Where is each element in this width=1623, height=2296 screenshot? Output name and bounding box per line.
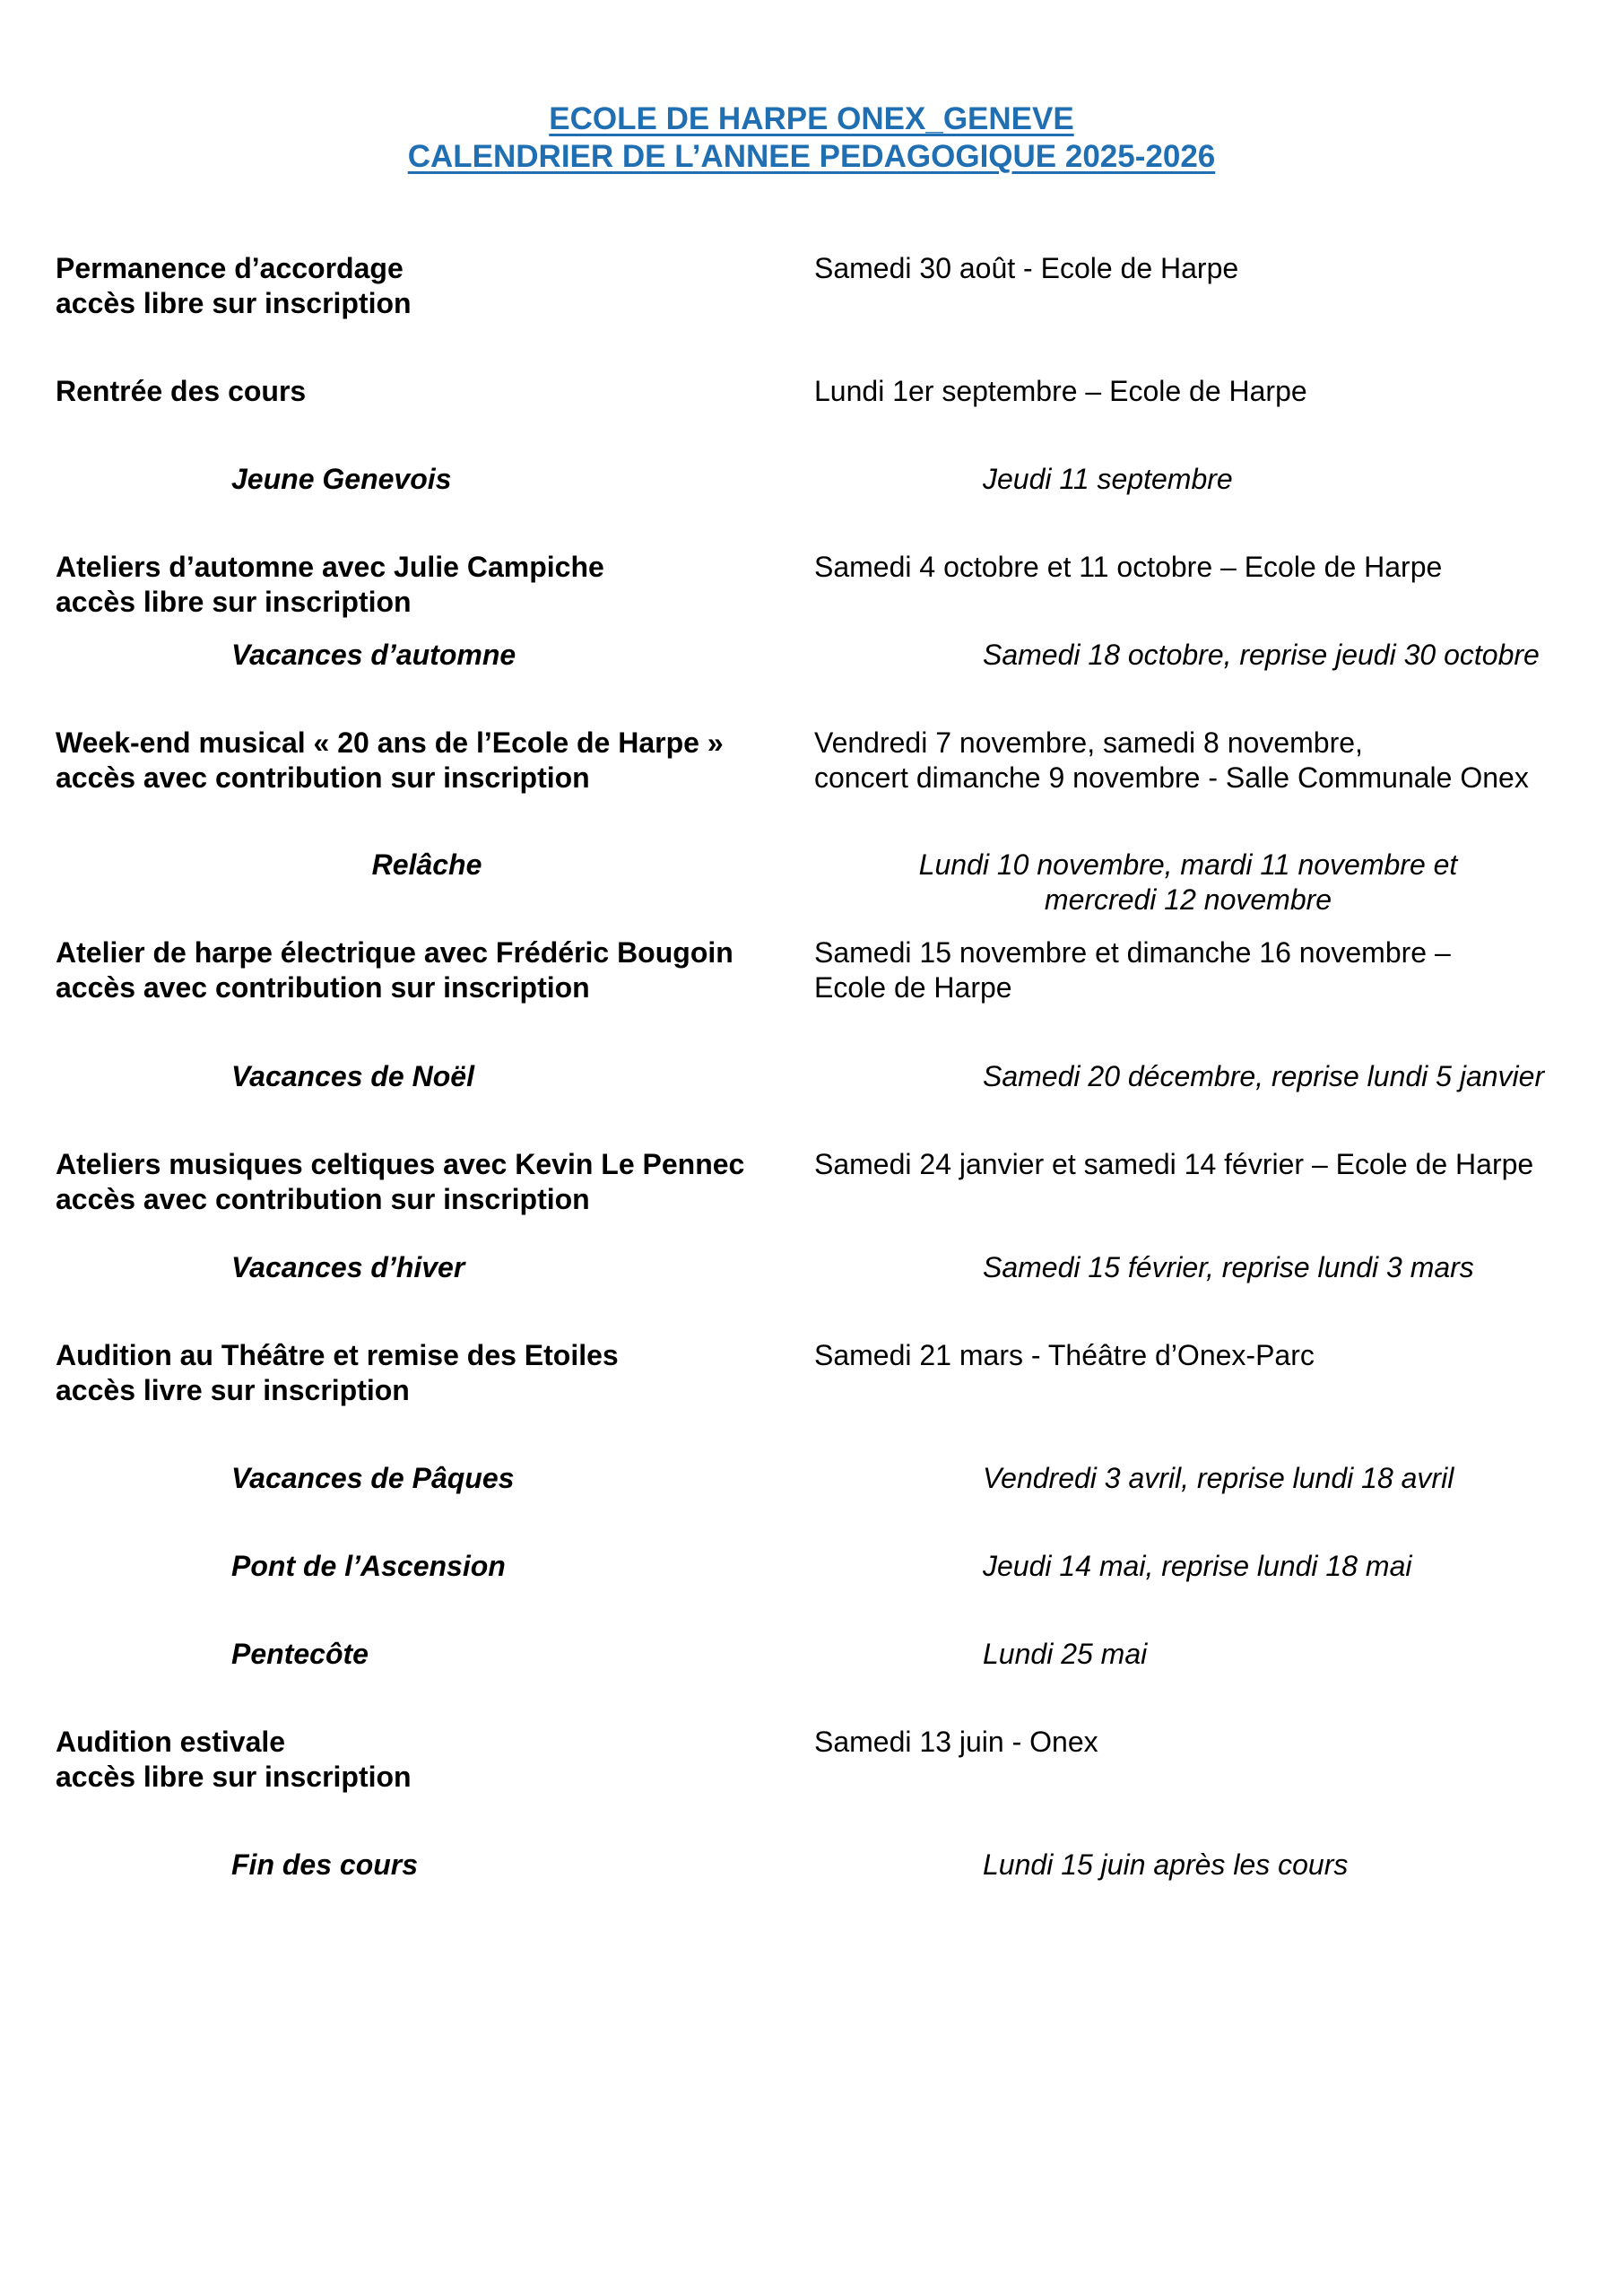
holiday-date: Samedi 20 décembre, reprise lundi 5 janvier xyxy=(983,1060,1545,1092)
document-title: ECOLE DE HARPE ONEX_GENEVE xyxy=(549,101,1074,136)
entry-date: Lundi 1er septembre – Ecole de Harpe xyxy=(814,375,1307,407)
entry-label: Ateliers d’automne avec Julie Campiche accès libre sur inscription xyxy=(56,551,604,618)
entry-date: Samedi 21 mars - Théâtre d’Onex-Parc xyxy=(814,1339,1315,1371)
document-subtitle: CALENDRIER DE L’ANNEE PEDAGOGIQUE 2025-2026 xyxy=(407,139,1216,174)
entry-date: Samedi 30 août - Ecole de Harpe xyxy=(814,252,1239,284)
holiday-date: Lundi 15 juin après les cours xyxy=(983,1848,1349,1881)
holiday-label: Vacances de Pâques xyxy=(231,1462,515,1494)
entry-date: Samedi 24 janvier et samedi 14 février – Ecole de Harpe xyxy=(814,1148,1534,1180)
holiday-label: Pentecôte xyxy=(231,1638,369,1670)
relache-date: Lundi 10 novembre, mardi 11 novembre et mercredi 12 novembre xyxy=(918,848,1458,916)
entry-label: Audition au Théâtre et remise des Etoiles accès livre sur inscription xyxy=(56,1339,619,1406)
holiday-date: Jeudi 14 mai, reprise lundi 18 mai xyxy=(983,1550,1412,1582)
holiday-date: Lundi 25 mai xyxy=(983,1638,1148,1670)
holiday-date: Jeudi 11 septembre xyxy=(983,463,1233,495)
relache-label: Relâche xyxy=(371,848,482,881)
entry-date: Samedi 4 octobre et 11 octobre – Ecole de Harpe xyxy=(814,551,1443,583)
entry-label: Ateliers musiques celtiques avec Kevin Le Pennec accès avec contribution sur inscription xyxy=(56,1148,745,1215)
holiday-label: Vacances de Noël xyxy=(231,1060,474,1092)
holiday-date: Samedi 18 octobre, reprise jeudi 30 octobre xyxy=(983,639,1540,671)
entry-date: Samedi 13 juin - Onex xyxy=(814,1726,1098,1758)
entry-date: Samedi 15 novembre et dimanche 16 novembre – Ecole de Harpe xyxy=(814,936,1451,1004)
entry-label: Audition estivale accès libre sur inscription xyxy=(56,1726,412,1793)
holiday-label: Jeune Genevois xyxy=(231,463,452,495)
entry-label: Permanence d’accordage accès libre sur inscription xyxy=(56,252,412,319)
holiday-label: Vacances d’hiver xyxy=(231,1251,465,1283)
entry-label: Rentrée des cours xyxy=(56,375,307,407)
holiday-label: Vacances d’automne xyxy=(231,639,516,671)
entry-label: Week-end musical « 20 ans de l’Ecole de Harpe » accès avec contribution sur inscription xyxy=(56,726,724,794)
holiday-date: Samedi 15 février, reprise lundi 3 mars xyxy=(983,1251,1474,1283)
entry-label: Atelier de harpe électrique avec Frédéric Bougoin accès avec contribution sur inscription xyxy=(56,936,733,1004)
holiday-label: Pont de l’Ascension xyxy=(231,1550,506,1582)
holiday-date: Vendredi 3 avril, reprise lundi 18 avril xyxy=(983,1462,1454,1494)
holiday-label: Fin des cours xyxy=(231,1848,419,1881)
entry-date: Vendredi 7 novembre, samedi 8 novembre, concert dimanche 9 novembre - Salle Communale Onex xyxy=(814,726,1529,794)
